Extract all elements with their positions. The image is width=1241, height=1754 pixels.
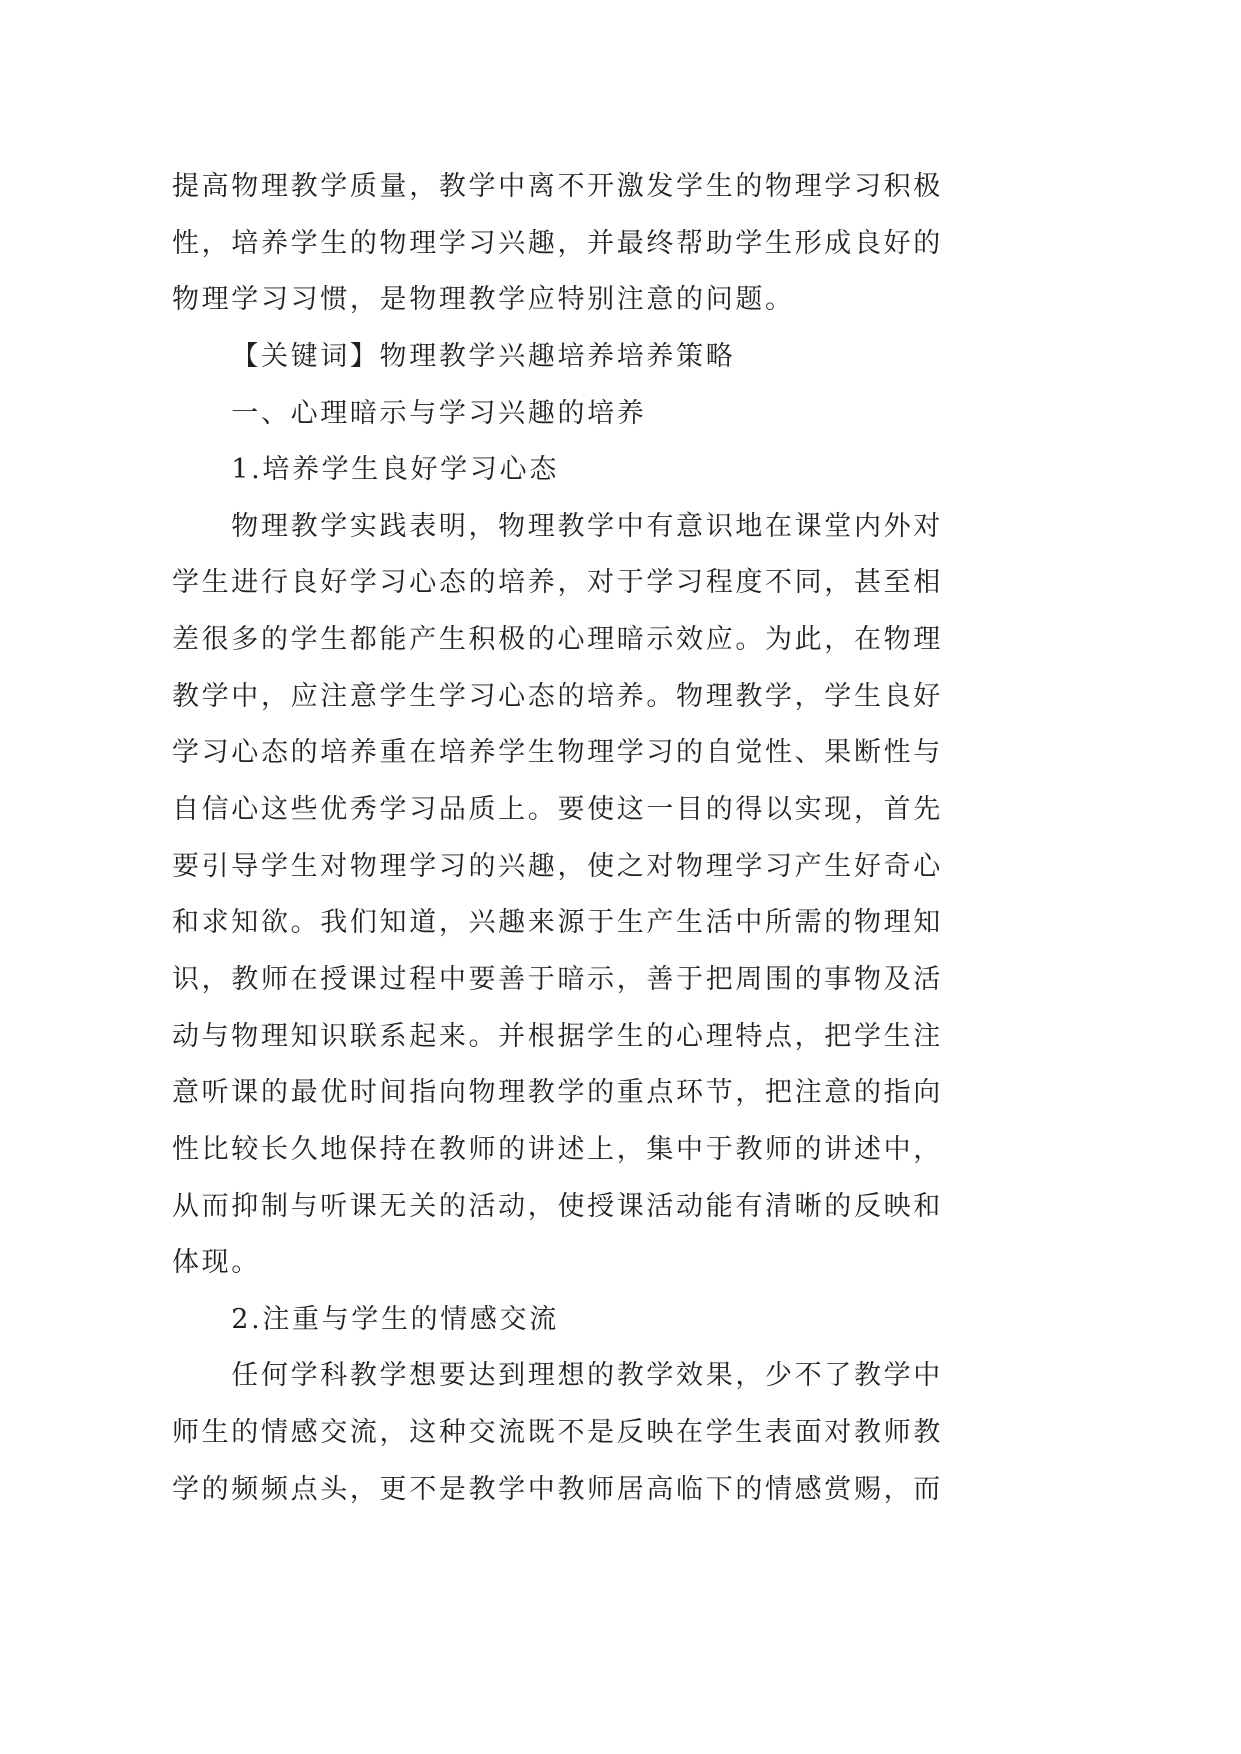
intro-paragraph-line: 性，培养学生的物理学习兴趣，并最终帮助学生形成良好的 xyxy=(172,227,943,259)
body-paragraph-line: 师生的情感交流，这种交流既不是反映在学生表面对教师教 xyxy=(172,1417,943,1449)
body-paragraph-line: 动与物理知识联系起来。并根据学生的心理特点，把学生注 xyxy=(172,1020,943,1052)
intro-paragraph-line: 物理学习习惯，是物理教学应特别注意的问题。 xyxy=(172,284,795,316)
section-heading: 一、心理暗示与学习兴趣的培养 xyxy=(231,397,647,429)
keywords-text: 物理教学兴趣培养培养策略 xyxy=(379,340,736,372)
body-paragraph-line: 差很多的学生都能产生积极的心理暗示效应。为此，在物理 xyxy=(172,624,943,656)
body-paragraph-line: 学习心态的培养重在培养学生物理学习的自觉性、果断性与 xyxy=(172,737,943,769)
body-paragraph-line: 学生进行良好学习心态的培养，对于学习程度不同，甚至相 xyxy=(172,567,943,599)
body-paragraph-line: 教学中，应注意学生学习心态的培养。物理教学，学生良好 xyxy=(172,680,943,712)
body-paragraph-line: 和求知欲。我们知道，兴趣来源于生产生活中所需的物理知 xyxy=(172,907,943,939)
subsection-heading: 1.培养学生良好学习心态 xyxy=(231,454,559,486)
body-paragraph-line: 体现。 xyxy=(172,1247,261,1279)
body-paragraph-line: 从而抑制与听课无关的活动，使授课活动能有清晰的反映和 xyxy=(172,1190,943,1222)
body-paragraph-line: 自信心这些优秀学习品质上。要使这一目的得以实现，首先 xyxy=(172,794,943,826)
keywords-label: 【关键词】 xyxy=(231,340,380,372)
intro-paragraph-line: 提高物理教学质量，教学中离不开激发学生的物理学习积极 xyxy=(172,171,943,202)
body-paragraph-line: 物理教学实践表明，物理教学中有意识地在课堂内外对 xyxy=(231,510,943,542)
body-paragraph-line: 学的频频点头，更不是教学中教师居高临下的情感赏赐，而 xyxy=(172,1473,943,1505)
keywords-line xyxy=(172,329,972,386)
body-paragraph-line: 识，教师在授课过程中要善于暗示，善于把周围的事物及活 xyxy=(172,963,943,995)
subsection-heading: 2.注重与学生的情感交流 xyxy=(231,1303,559,1335)
body-paragraph-line: 要引导学生对物理学习的兴趣，使之对物理学习产生好奇心 xyxy=(172,850,943,882)
document-body xyxy=(172,159,972,1518)
body-paragraph-line: 意听课的最优时间指向物理教学的重点环节，把注意的指向 xyxy=(172,1077,943,1109)
body-paragraph-line: 任何学科教学想要达到理想的教学效果，少不了教学中 xyxy=(231,1360,943,1392)
body-paragraph-line: 性比较长久地保持在教师的讲述上，集中于教师的讲述中， xyxy=(172,1133,943,1165)
